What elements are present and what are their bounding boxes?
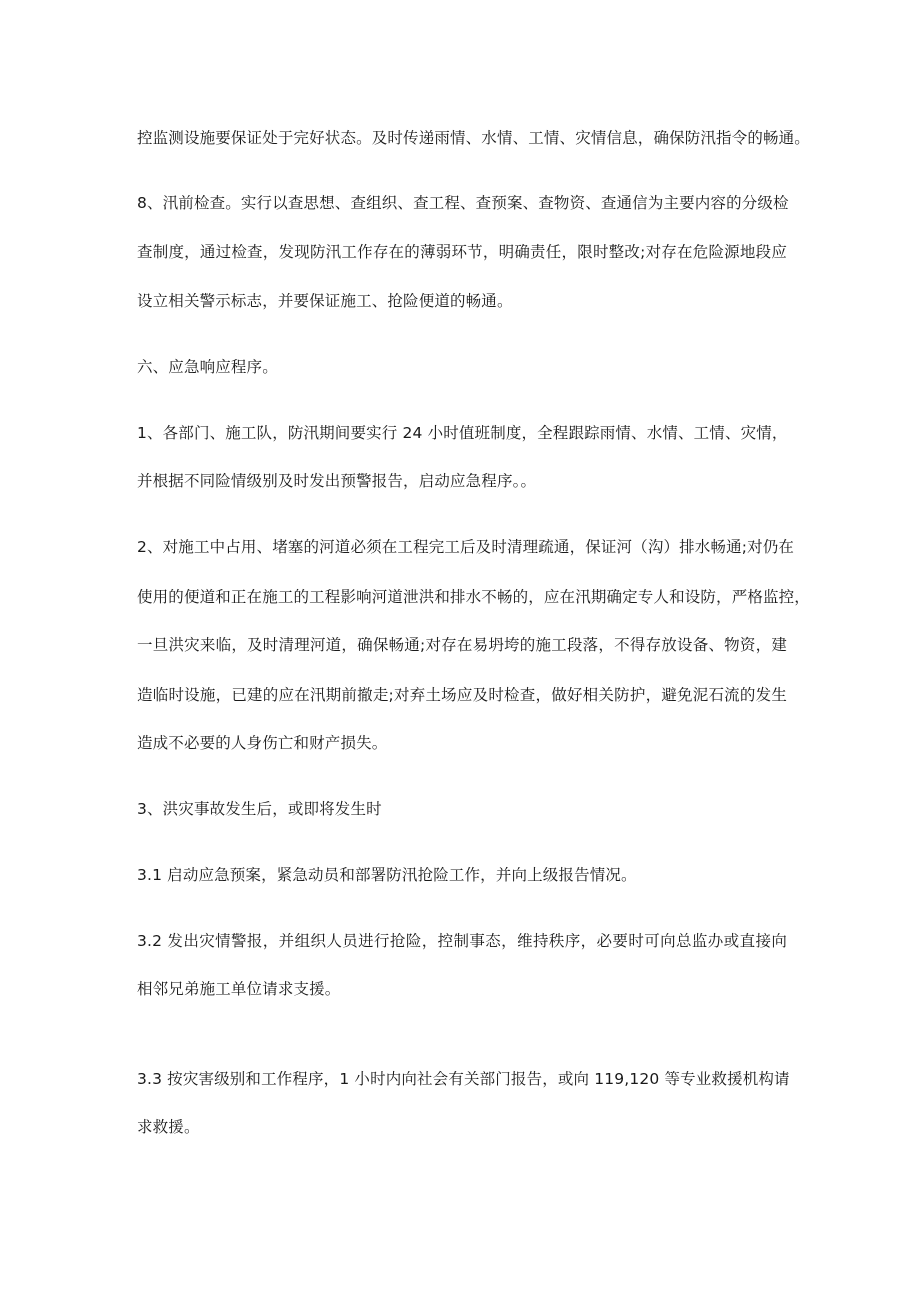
paragraph-line: 相邻兄弟施工单位请求支援。 [137, 980, 341, 998]
paragraph-line: 并根据不同险情级别及时发出预警报告，启动应急程序。。 [137, 472, 537, 490]
paragraph-line: 求救援。 [137, 1118, 200, 1136]
paragraph-line: 查制度，通过检查，发现防汛工作存在的薄弱环节，明确责任，限时整改;对存在危险源地段应 [137, 243, 787, 261]
paragraph-line: 造临时设施，已建的应在汛期前撤走;对弃土场应及时检查，做好相关防护，避免泥石流的发生 [137, 686, 787, 704]
paragraph-line: 8、汛前检查。实行以查思想、查组织、查工程、查预案、查物资、查通信为主要内容的分级检 [137, 194, 789, 212]
paragraph-line: 设立相关警示标志，并要保证施工、抢险便道的畅通。 [137, 292, 513, 310]
paragraph-line: 造成不必要的人身伤亡和财产损失。 [137, 734, 388, 752]
paragraph-line: 1、各部门、施工队，防汛期间要实行 24 小时值班制度，全程跟踪雨情、水情、工情、灾情， [137, 424, 788, 442]
paragraph-line: 3.2 发出灾情警报，并组织人员进行抢险，控制事态，维持秩序，必要时可向总监办或直接向 [137, 932, 787, 950]
paragraph-line: 控监测设施要保证处于完好状态。及时传递雨情、水情、工情、灾情信息，确保防汛指令的畅通。 [137, 129, 810, 147]
paragraph-line: 3.3 按灾害级别和工作程序，1 小时内向社会有关部门报告，或向 119,120 等专业救援机构请 [137, 1070, 790, 1088]
paragraph-line: 3.1 启动应急预案，紧急动员和部署防汛抢险工作，并向上级报告情况。 [137, 866, 637, 884]
paragraph-line: 一旦洪灾来临，及时清理河道，确保畅通;对存在易坍垮的施工段落，不得存放设备、物资，建 [137, 636, 787, 654]
section-heading: 六、应急响应程序。 [137, 358, 278, 376]
paragraph-line: 3、洪灾事故发生后，或即将发生时 [137, 800, 382, 818]
paragraph-line: 2、对施工中占用、堵塞的河道必须在工程完工后及时清理疏通，保证河（沟）排水畅通;对仍在 [137, 538, 795, 556]
paragraph-line: 使用的便道和正在施工的工程影响河道泄洪和排水不畅的，应在汛期确定专人和设防，严格监控， [137, 588, 810, 606]
